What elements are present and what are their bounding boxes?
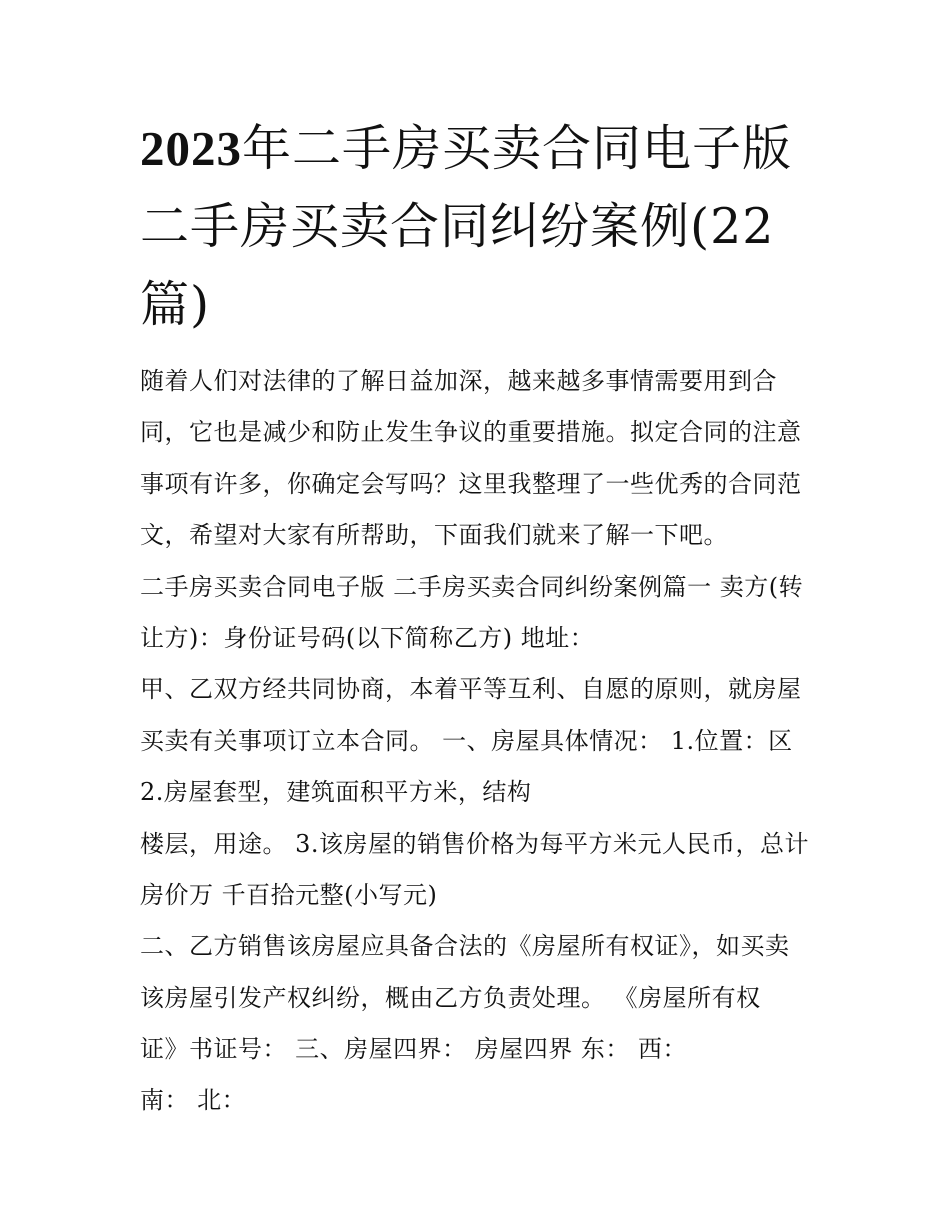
body-line: 甲、乙双方经共同协商，本着平等互利、自愿的原则，就房屋 — [140, 675, 802, 704]
body-line: 二、乙方销售该房屋应具备合法的《房屋所有权证》，如买卖 — [140, 932, 790, 961]
title-line: 二手房买卖合同纠纷案例(22 — [140, 198, 775, 255]
title-line: 篇) — [140, 276, 211, 333]
document-title — [140, 110, 830, 344]
body-line: 事项有许多，你确定会写吗？这里我整理了一些优秀的合同范 — [140, 469, 802, 498]
body-line: 同，它也是减少和防止发生争议的重要措施。拟定合同的注意 — [140, 418, 802, 447]
body-line: 买卖有关事项订立本合同。 一、房屋具体情况： 1.位置：区 — [140, 726, 793, 755]
document-body — [140, 356, 830, 1127]
body-line: 南： 北： — [140, 1086, 247, 1115]
body-line: 随着人们对法律的了解日益加深，越来越多事情需要用到合 — [140, 367, 777, 395]
title-line — [140, 110, 830, 188]
body-line: 该房屋引发产权纠纷，概由乙方负责处理。 《房屋所有权 — [140, 983, 761, 1012]
body-line: 房价万 千百拾元整(小写元) — [140, 880, 438, 909]
body-line: 楼层，用途。 3.该房屋的销售价格为每平方米元人民币，总计 — [140, 829, 810, 858]
body-line: 文，希望对大家有所帮助，下面我们就来了解一下吧。 — [140, 521, 728, 550]
title-text: 年二手房买卖合同电子版 — [242, 120, 793, 177]
body-line: 二手房买卖合同电子版 二手房买卖合同纠纷案例篇一 卖方(转 — [140, 572, 804, 601]
body-line: 让方)：身份证号码(以下简称乙方) 地址： — [140, 623, 595, 652]
body-line: 证》书证号： 三、房屋四界： 房屋四界 东： 西： — [140, 1035, 688, 1064]
title-year: 2023 — [140, 121, 242, 176]
body-line: 2.房屋套型，建筑面积平方米，结构 — [140, 778, 532, 807]
